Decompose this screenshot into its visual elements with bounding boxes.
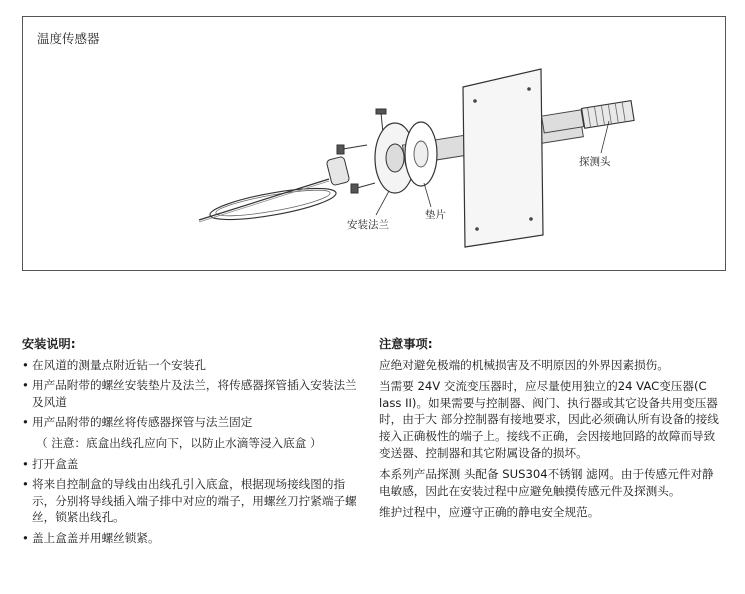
install-note: （ 注意：底盒出线孔应向下，以防止水滴等浸入底盒 ） xyxy=(36,435,322,450)
install-step-2: • 用产品附带的螺丝安装垫片及法兰，将传感器探管插入安装法兰及风道 xyxy=(22,377,358,410)
caution-paragraph-4: 维护过程中，应遵守正确的静电安全规范。 xyxy=(379,505,600,520)
caution-paragraph-1: 应绝对避免极端的机械损害及不明原因的外界因素损伤。 xyxy=(379,357,669,372)
screw-left xyxy=(337,145,367,154)
leader-gasket xyxy=(424,183,431,207)
label-mounting-flange: 安装法兰 xyxy=(347,219,389,231)
install-step-1: • 在风道的测量点附近钻一个安装孔 xyxy=(22,357,358,374)
install-step-3: • 用产品附带的螺丝将传感器探管与法兰固定 xyxy=(22,414,358,431)
install-instructions xyxy=(22,336,358,551)
figure-frame xyxy=(22,16,726,271)
screw-bottom xyxy=(351,183,375,193)
caution-paragraph-2: 当需要 24V 交流变压器时，应尽量使用独立的24 VAC变压器(C lass II)。如果需要与控制器、阀门、执行器或其它设备共用变压器时，由于大 部分控制器有接地要求，因此必须确认所有设备的接线接入正确极性的端子上。接线不正确，会因接地回路的故障而导致变送器、控制器和其它附属设备的损坏。 xyxy=(379,379,719,460)
flange-hub xyxy=(386,144,404,172)
label-probe-head: 探测头 xyxy=(579,156,611,168)
install-step-5: • 将来自控制盒的导线由出线孔引入底盒，根据现场接线图的指示，分别将导线插入端子排中对应的端子，用螺丝刀拧紧端子螺丝，锁紧出线孔。 xyxy=(22,476,358,526)
caution-notes xyxy=(379,336,719,526)
cable-tail xyxy=(199,179,329,220)
figure-title: 温度传感器 xyxy=(37,31,100,46)
install-step-6: • 盖上盒盖并用螺丝锁紧。 xyxy=(22,530,358,547)
caution-heading: 注意事项: xyxy=(379,337,433,351)
cable-coil xyxy=(208,182,338,226)
install-step-4: • 打开盒盖 xyxy=(22,456,358,473)
cable-tail-2 xyxy=(199,181,329,222)
sensor-assembly-diagram xyxy=(23,17,725,270)
gasket-inner xyxy=(414,141,428,167)
install-heading: 安装说明: xyxy=(22,337,76,351)
cable-gland xyxy=(326,156,350,186)
label-gasket: 垫片 xyxy=(425,209,446,221)
leader-flange xyxy=(376,191,389,215)
caution-paragraph-3: 本系列产品探测 头配备 SUS304不锈钢 滤网。由于传感元件对静电敏感，因此在安装过程中应避免触摸传感元件及探测头。 xyxy=(379,467,714,498)
